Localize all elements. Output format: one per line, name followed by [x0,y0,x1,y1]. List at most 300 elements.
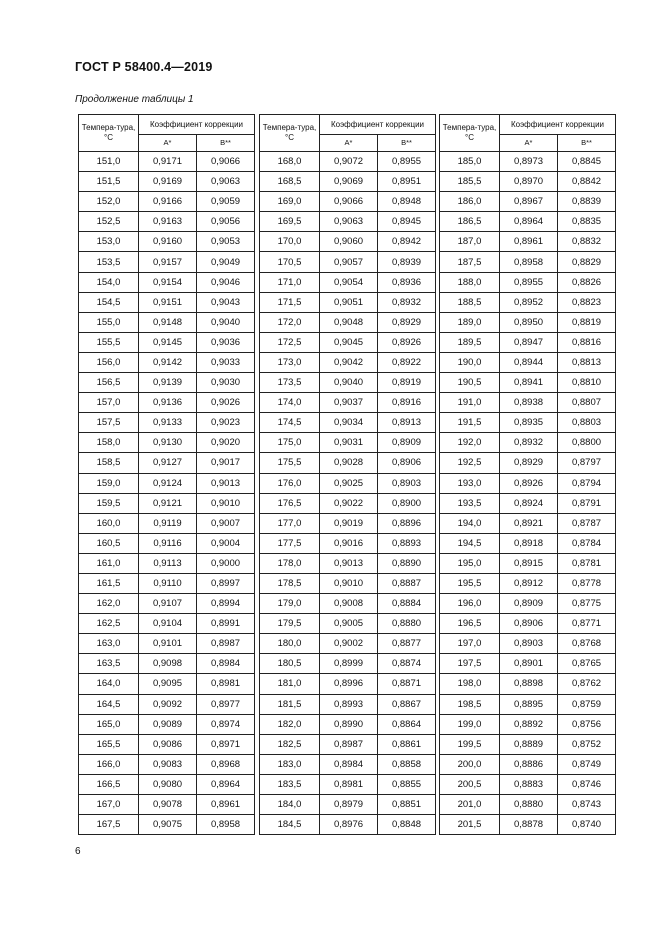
cell-temperature: 186,5 [440,212,500,232]
cell-coef-b: 0,8906 [378,453,436,473]
cell-coef-b: 0,9056 [197,212,255,232]
cell-temperature: 173,5 [260,373,320,393]
cell-temperature: 177,0 [260,513,320,533]
cell-coef-a: 0,9037 [320,393,378,413]
cell-coef-a: 0,9136 [139,393,197,413]
table-row [260,493,436,513]
correction-table [78,114,255,835]
cell-coef-a: 0,9089 [139,714,197,734]
table-block-2 [259,114,436,835]
cell-coef-b: 0,8961 [197,795,255,815]
table-row [260,795,436,815]
cell-temperature: 157,0 [79,393,139,413]
cell-temperature: 164,0 [79,674,139,694]
table-caption: Продолжение таблицы 1 [75,94,194,105]
table-row [440,453,616,473]
cell-coef-b: 0,8991 [197,614,255,634]
cell-coef-a: 0,9072 [320,152,378,172]
table-row [79,192,255,212]
cell-coef-b: 0,9063 [197,172,255,192]
cell-coef-b: 0,8759 [558,694,616,714]
table-row [260,332,436,352]
table-row [79,573,255,593]
table-row [440,393,616,413]
cell-coef-b: 0,9066 [197,152,255,172]
cell-coef-a: 0,9166 [139,192,197,212]
cell-temperature: 161,0 [79,553,139,573]
cell-coef-a: 0,9139 [139,373,197,393]
cell-coef-a: 0,8999 [320,654,378,674]
cell-temperature: 165,0 [79,714,139,734]
cell-temperature: 155,5 [79,332,139,352]
cell-coef-a: 0,8889 [500,734,558,754]
cell-coef-a: 0,9121 [139,493,197,513]
cell-coef-b: 0,9040 [197,312,255,332]
cell-temperature: 178,0 [260,553,320,573]
cell-coef-b: 0,8855 [378,774,436,794]
cell-temperature: 193,5 [440,493,500,513]
cell-coef-a: 0,9042 [320,352,378,372]
table-row [79,413,255,433]
cell-coef-b: 0,8781 [558,553,616,573]
table-row [79,513,255,533]
table-row [79,594,255,614]
cell-coef-b: 0,8958 [197,815,255,835]
table-row [260,453,436,473]
cell-coef-b: 0,8994 [197,594,255,614]
cell-coef-a: 0,9080 [139,774,197,794]
table-row [440,373,616,393]
cell-coef-a: 0,9160 [139,232,197,252]
cell-coef-a: 0,9025 [320,473,378,493]
cell-coef-b: 0,8867 [378,694,436,714]
cell-coef-b: 0,9043 [197,292,255,312]
cell-coef-a: 0,8909 [500,594,558,614]
cell-coef-a: 0,9148 [139,312,197,332]
cell-temperature: 188,0 [440,272,500,292]
cell-coef-b: 0,9013 [197,473,255,493]
cell-coef-b: 0,9023 [197,413,255,433]
cell-coef-a: 0,9142 [139,352,197,372]
cell-coef-a: 0,8880 [500,795,558,815]
cell-coef-b: 0,8977 [197,694,255,714]
cell-coef-b: 0,8968 [197,754,255,774]
document-title: ГОСТ Р 58400.4—2019 [75,60,213,74]
table-row [260,714,436,734]
cell-temperature: 195,5 [440,573,500,593]
cell-coef-a: 0,9169 [139,172,197,192]
cell-temperature: 158,5 [79,453,139,473]
cell-coef-b: 0,8880 [378,614,436,634]
table-row [79,272,255,292]
cell-temperature: 163,0 [79,634,139,654]
table-row [440,152,616,172]
cell-temperature: 189,5 [440,332,500,352]
cell-coef-b: 0,8893 [378,533,436,553]
cell-temperature: 172,5 [260,332,320,352]
cell-coef-b: 0,9007 [197,513,255,533]
cell-coef-b: 0,8929 [378,312,436,332]
header-temperature: Темпера-тура, °С [79,115,139,152]
cell-coef-a: 0,9157 [139,252,197,272]
cell-coef-a: 0,8918 [500,533,558,553]
table-row [79,614,255,634]
table-row [260,573,436,593]
cell-temperature: 154,0 [79,272,139,292]
cell-coef-a: 0,8964 [500,212,558,232]
cell-coef-b: 0,8964 [197,774,255,794]
cell-temperature: 179,0 [260,594,320,614]
cell-temperature: 154,5 [79,292,139,312]
cell-coef-b: 0,8942 [378,232,436,252]
cell-temperature: 183,5 [260,774,320,794]
cell-coef-b: 0,8922 [378,352,436,372]
cell-temperature: 175,5 [260,453,320,473]
cell-coef-a: 0,9008 [320,594,378,614]
cell-temperature: 172,0 [260,312,320,332]
table-row [440,674,616,694]
table-row [260,694,436,714]
table-row [440,192,616,212]
cell-coef-b: 0,8909 [378,433,436,453]
table-row [79,332,255,352]
cell-temperature: 199,0 [440,714,500,734]
table-row [440,734,616,754]
cell-coef-b: 0,8746 [558,774,616,794]
cell-coef-a: 0,8878 [500,815,558,835]
cell-temperature: 169,5 [260,212,320,232]
cell-coef-b: 0,8756 [558,714,616,734]
table-row [79,674,255,694]
cell-temperature: 163,5 [79,654,139,674]
cell-coef-a: 0,8984 [320,754,378,774]
table-row [440,513,616,533]
cell-temperature: 168,5 [260,172,320,192]
cell-temperature: 196,0 [440,594,500,614]
table-row [79,654,255,674]
cell-coef-a: 0,9116 [139,533,197,553]
table-row [79,694,255,714]
table-row [440,413,616,433]
table-row [79,292,255,312]
table-row [440,654,616,674]
cell-temperature: 191,0 [440,393,500,413]
table-row [79,473,255,493]
cell-temperature: 193,0 [440,473,500,493]
header-col-a: A* [139,135,197,152]
cell-coef-b: 0,8819 [558,312,616,332]
cell-coef-a: 0,9063 [320,212,378,232]
cell-coef-b: 0,9026 [197,393,255,413]
cell-coef-b: 0,8791 [558,493,616,513]
cell-coef-a: 0,8976 [320,815,378,835]
cell-temperature: 187,0 [440,232,500,252]
table-row [79,232,255,252]
cell-coef-b: 0,8984 [197,654,255,674]
cell-temperature: 190,5 [440,373,500,393]
table-row [440,815,616,835]
table-row [260,393,436,413]
cell-coef-a: 0,8967 [500,192,558,212]
cell-temperature: 194,0 [440,513,500,533]
cell-temperature: 177,5 [260,533,320,553]
cell-coef-b: 0,8939 [378,252,436,272]
cell-coef-b: 0,8842 [558,172,616,192]
correction-table [259,114,436,835]
table-row [79,172,255,192]
cell-coef-a: 0,9060 [320,232,378,252]
table-row [440,473,616,493]
header-correction-coefficient: Коэффициент коррекции [500,115,616,135]
cell-coef-a: 0,9057 [320,252,378,272]
cell-temperature: 153,0 [79,232,139,252]
table-row [79,734,255,754]
cell-coef-b: 0,8971 [197,734,255,754]
cell-coef-b: 0,9020 [197,433,255,453]
cell-coef-b: 0,8877 [378,634,436,654]
cell-coef-b: 0,8803 [558,413,616,433]
table-row [79,393,255,413]
header-col-b: B** [378,135,436,152]
cell-coef-a: 0,8929 [500,453,558,473]
cell-coef-b: 0,8823 [558,292,616,312]
cell-coef-a: 0,9127 [139,453,197,473]
cell-coef-a: 0,8926 [500,473,558,493]
table-row [79,252,255,272]
cell-coef-a: 0,8892 [500,714,558,734]
cell-coef-b: 0,9049 [197,252,255,272]
cell-temperature: 200,5 [440,774,500,794]
cell-coef-a: 0,8935 [500,413,558,433]
table-row [440,312,616,332]
cell-temperature: 197,0 [440,634,500,654]
table-body [79,152,255,835]
cell-coef-a: 0,9119 [139,513,197,533]
cell-coef-b: 0,9059 [197,192,255,212]
cell-temperature: 159,0 [79,473,139,493]
cell-coef-b: 0,8762 [558,674,616,694]
cell-temperature: 182,0 [260,714,320,734]
cell-temperature: 201,5 [440,815,500,835]
table-row [440,352,616,372]
cell-temperature: 198,5 [440,694,500,714]
cell-temperature: 180,0 [260,634,320,654]
cell-temperature: 174,0 [260,393,320,413]
cell-temperature: 152,5 [79,212,139,232]
cell-coef-b: 0,8887 [378,573,436,593]
table-row [79,815,255,835]
table-row [440,533,616,553]
cell-coef-a: 0,8979 [320,795,378,815]
cell-coef-a: 0,9133 [139,413,197,433]
cell-coef-b: 0,8936 [378,272,436,292]
cell-coef-b: 0,8835 [558,212,616,232]
header-col-a: A* [320,135,378,152]
cell-temperature: 176,0 [260,473,320,493]
cell-temperature: 188,5 [440,292,500,312]
cell-coef-b: 0,8743 [558,795,616,815]
cell-coef-b: 0,9030 [197,373,255,393]
cell-coef-a: 0,8895 [500,694,558,714]
cell-coef-a: 0,9124 [139,473,197,493]
table-row [440,614,616,634]
cell-coef-a: 0,9083 [139,754,197,774]
cell-temperature: 192,5 [440,453,500,473]
cell-coef-b: 0,8916 [378,393,436,413]
cell-coef-b: 0,8861 [378,734,436,754]
cell-temperature: 190,0 [440,352,500,372]
table-row [260,614,436,634]
table-body [440,152,616,835]
table-row [260,533,436,553]
page-number: 6 [75,846,81,857]
cell-temperature: 156,0 [79,352,139,372]
cell-coef-b: 0,8981 [197,674,255,694]
cell-coef-a: 0,8944 [500,352,558,372]
cell-temperature: 196,5 [440,614,500,634]
cell-coef-b: 0,8749 [558,754,616,774]
cell-coef-b: 0,8913 [378,413,436,433]
table-row [260,192,436,212]
cell-coef-a: 0,9010 [320,573,378,593]
cell-coef-b: 0,9046 [197,272,255,292]
table-body [260,152,436,835]
cell-coef-a: 0,9151 [139,292,197,312]
cell-coef-a: 0,8883 [500,774,558,794]
table-row [260,212,436,232]
cell-coef-b: 0,8955 [378,152,436,172]
cell-coef-a: 0,8961 [500,232,558,252]
header-temperature: Темпера-тура, °С [260,115,320,152]
cell-coef-b: 0,8858 [378,754,436,774]
cell-temperature: 186,0 [440,192,500,212]
cell-temperature: 168,0 [260,152,320,172]
cell-coef-b: 0,8987 [197,634,255,654]
cell-coef-b: 0,8784 [558,533,616,553]
table-block-1 [78,114,255,835]
table-row [440,172,616,192]
cell-temperature: 187,5 [440,252,500,272]
cell-coef-a: 0,8955 [500,272,558,292]
cell-temperature: 152,0 [79,192,139,212]
cell-coef-a: 0,8947 [500,332,558,352]
cell-temperature: 156,5 [79,373,139,393]
cell-coef-b: 0,8926 [378,332,436,352]
table-row [440,573,616,593]
cell-coef-b: 0,9033 [197,352,255,372]
cell-coef-b: 0,8874 [378,654,436,674]
cell-coef-b: 0,9053 [197,232,255,252]
table-row [440,292,616,312]
cell-coef-b: 0,8839 [558,192,616,212]
cell-coef-b: 0,8997 [197,573,255,593]
table-row [440,754,616,774]
table-row [79,754,255,774]
cell-coef-a: 0,9104 [139,614,197,634]
cell-temperature: 164,5 [79,694,139,714]
cell-temperature: 184,5 [260,815,320,835]
cell-coef-b: 0,8829 [558,252,616,272]
cell-temperature: 151,5 [79,172,139,192]
table-row [260,654,436,674]
cell-temperature: 183,0 [260,754,320,774]
cell-coef-b: 0,8771 [558,614,616,634]
cell-temperature: 158,0 [79,433,139,453]
cell-coef-a: 0,8898 [500,674,558,694]
cell-coef-a: 0,9107 [139,594,197,614]
cell-temperature: 195,0 [440,553,500,573]
table-row [260,172,436,192]
table-row [260,815,436,835]
cell-coef-a: 0,9075 [139,815,197,835]
cell-temperature: 194,5 [440,533,500,553]
table-row [260,774,436,794]
cell-coef-b: 0,8826 [558,272,616,292]
header-col-b: B** [197,135,255,152]
table-row [79,312,255,332]
cell-coef-a: 0,9086 [139,734,197,754]
table-row [260,352,436,372]
header-col-b: B** [558,135,616,152]
cell-coef-a: 0,9145 [139,332,197,352]
cell-temperature: 160,0 [79,513,139,533]
table-row [440,553,616,573]
cell-coef-b: 0,8845 [558,152,616,172]
cell-temperature: 153,5 [79,252,139,272]
cell-coef-b: 0,8896 [378,513,436,533]
cell-coef-b: 0,8787 [558,513,616,533]
cell-coef-a: 0,8993 [320,694,378,714]
cell-coef-b: 0,9010 [197,493,255,513]
cell-coef-a: 0,8987 [320,734,378,754]
cell-coef-b: 0,8864 [378,714,436,734]
cell-temperature: 189,0 [440,312,500,332]
cell-temperature: 171,5 [260,292,320,312]
header-col-a: A* [500,135,558,152]
cell-coef-a: 0,9092 [139,694,197,714]
table-row [440,433,616,453]
cell-coef-b: 0,8884 [378,594,436,614]
cell-coef-a: 0,8912 [500,573,558,593]
cell-coef-a: 0,8921 [500,513,558,533]
cell-coef-a: 0,8990 [320,714,378,734]
cell-coef-b: 0,8813 [558,352,616,372]
cell-temperature: 179,5 [260,614,320,634]
cell-temperature: 184,0 [260,795,320,815]
cell-coef-b: 0,8851 [378,795,436,815]
cell-temperature: 160,5 [79,533,139,553]
cell-coef-a: 0,8903 [500,634,558,654]
cell-coef-a: 0,9130 [139,433,197,453]
cell-temperature: 170,5 [260,252,320,272]
table-row [79,714,255,734]
cell-coef-b: 0,8765 [558,654,616,674]
table-row [79,795,255,815]
cell-coef-a: 0,8932 [500,433,558,453]
cell-temperature: 171,0 [260,272,320,292]
cell-coef-b: 0,8797 [558,453,616,473]
cell-coef-a: 0,9022 [320,493,378,513]
cell-coef-b: 0,8775 [558,594,616,614]
cell-coef-a: 0,9154 [139,272,197,292]
cell-coef-a: 0,9066 [320,192,378,212]
cell-coef-b: 0,8832 [558,232,616,252]
cell-coef-a: 0,9069 [320,172,378,192]
table-row [79,774,255,794]
table-row [260,272,436,292]
cell-temperature: 166,5 [79,774,139,794]
table-row [79,373,255,393]
